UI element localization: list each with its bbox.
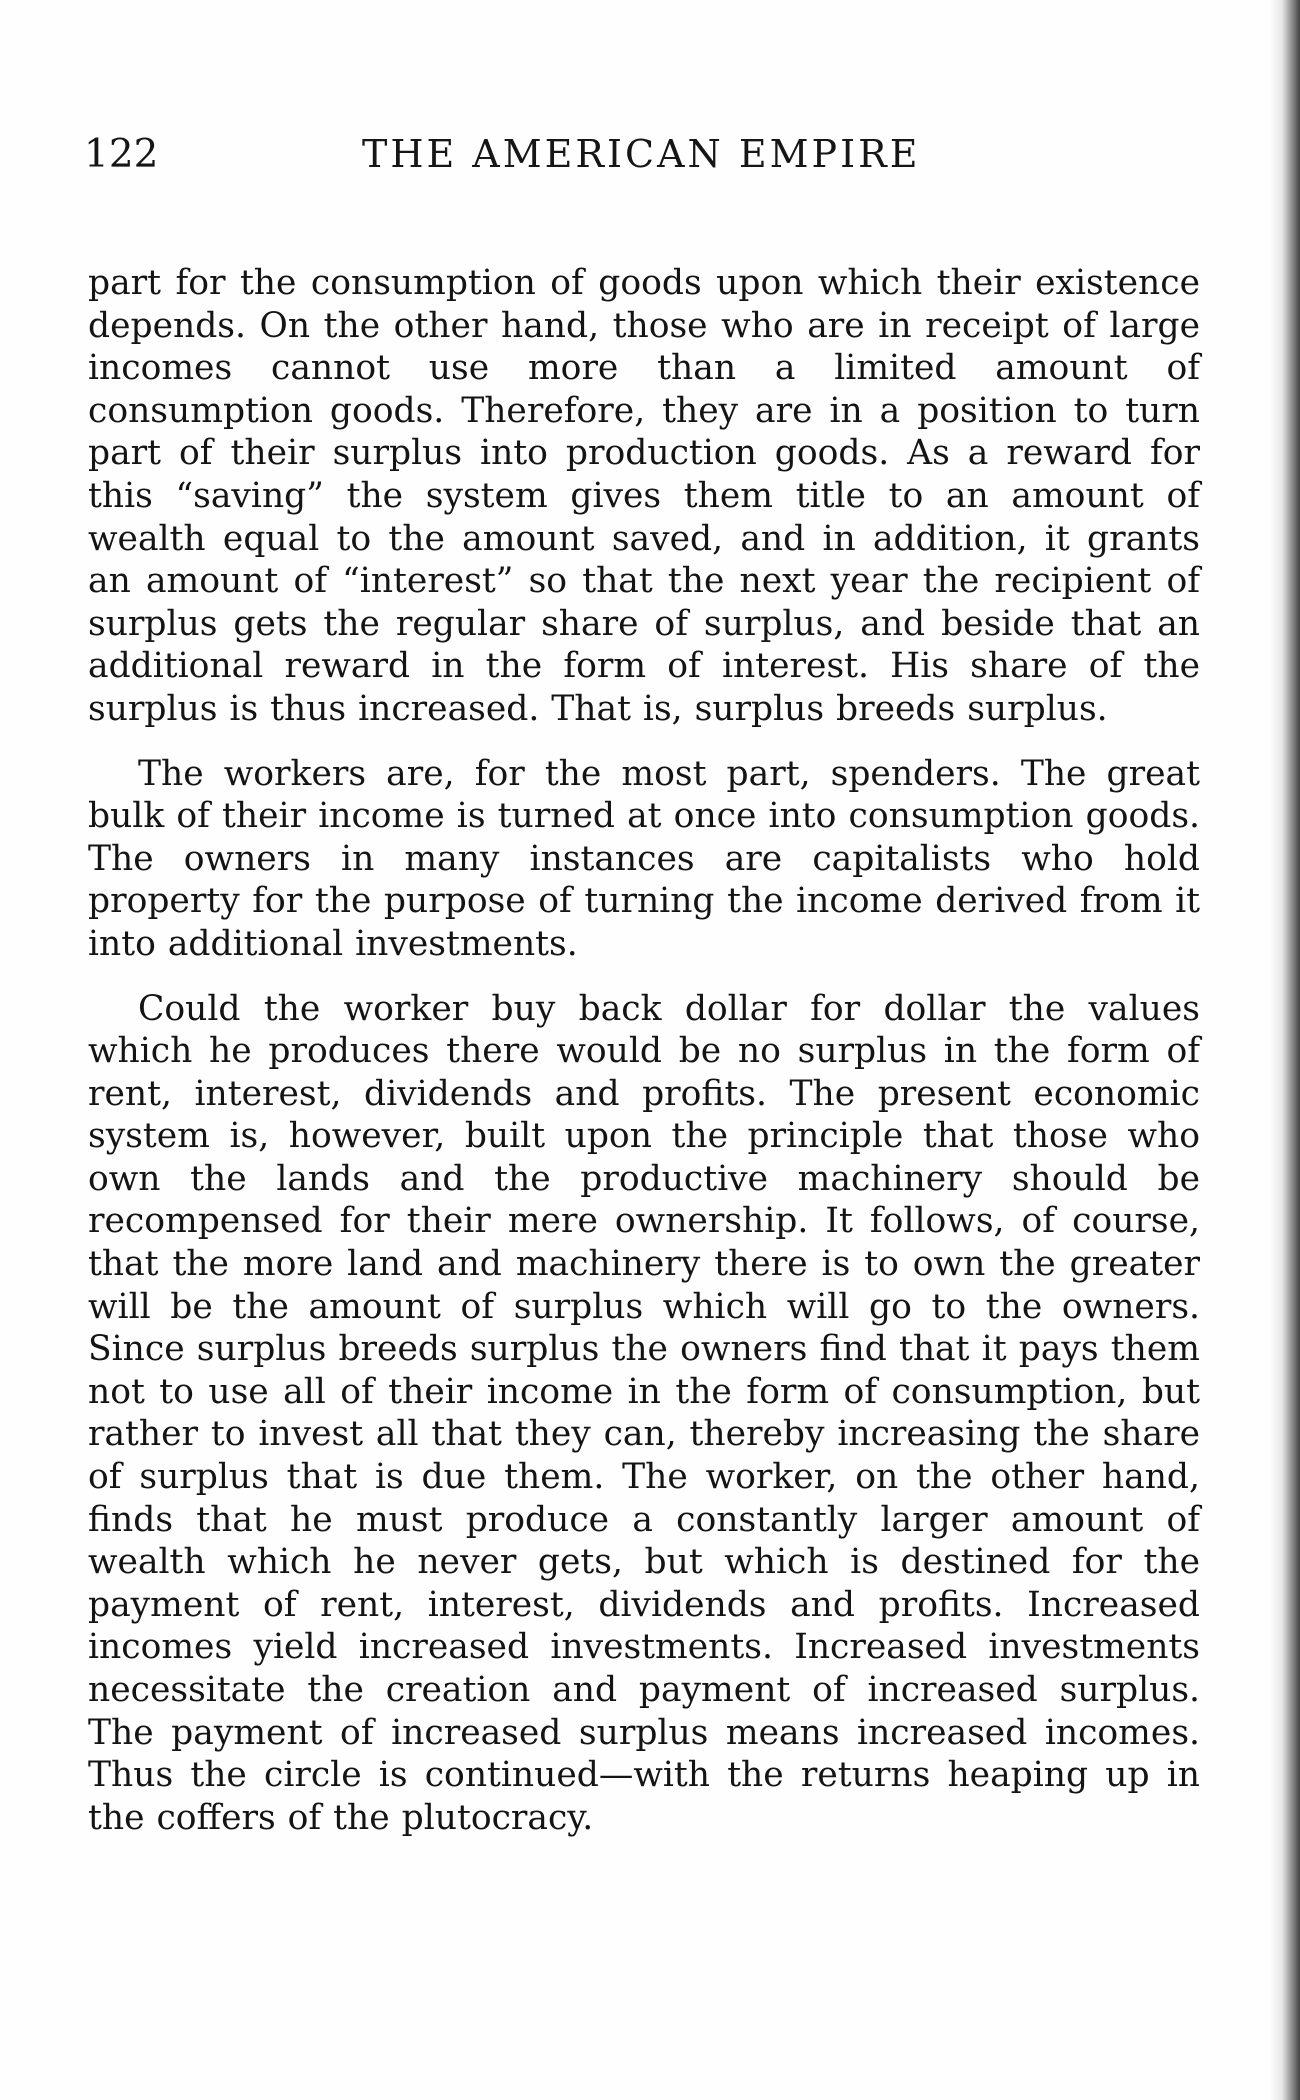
- page-number: 122: [84, 132, 159, 177]
- binding-shadow: [1270, 0, 1300, 2100]
- body-text: [88, 262, 1200, 1861]
- paragraph-continued: part for the consumption of goods upon which their existence depends. On the other hand, those who are in receipt of large incomes cannot use more than a limited amount of consumption goods. Therefore, they are in a position to turn part of their surplus into production goods. As a reward for this “saving” the system gives them title to an amount of wealth equal to the amount saved, and in addition, it grants an amount of “interest” so that the next year the recipient of surplus gets the regular share of surplus, and beside that an additional reward in the form of interest. His share of the surplus is thus increased. That is, surplus breeds surplus.: [88, 263, 1200, 729]
- running-head: [84, 132, 1204, 192]
- paragraph-workers-spenders: The workers are, for the most part, spenders. The great bulk of their income is turned at once into consumption goods. The owners in many instances are capitalists who hold property for the purpose of turning the income derived from it into additional investments.: [88, 753, 1200, 964]
- paragraph-surplus-circle: Could the worker buy back dollar for dollar the values which he produces there would be no surplus in the form of rent, interest, dividends and profits. The present economic system is, however, built upon the principle that those who own the lands and the productive machinery should be recompensed for their mere ownership. It follows, of course, that the more land and machinery there is to own the greater will be the amount of surplus which will go to the owners. Since surplus breeds surplus the owners find that it pays them not to use all of their income in the form of consumption, but rather to invest all that they can, thereby increasing the share of surplus that is due them. The worker, on the other hand, finds that he must produce a constantly larger amount of wealth which he never gets, but which is destined for the payment of rent, interest, dividends and profits. Increased incomes yield increased investments. Increased investments necessitate the creation and payment of increased surplus. The payment of increased surplus means increased incomes. Thus the circle is continued—with the returns heaping up in the coffers of the plutocracy.: [88, 988, 1200, 1838]
- running-title: THE AMERICAN EMPIRE: [362, 132, 921, 176]
